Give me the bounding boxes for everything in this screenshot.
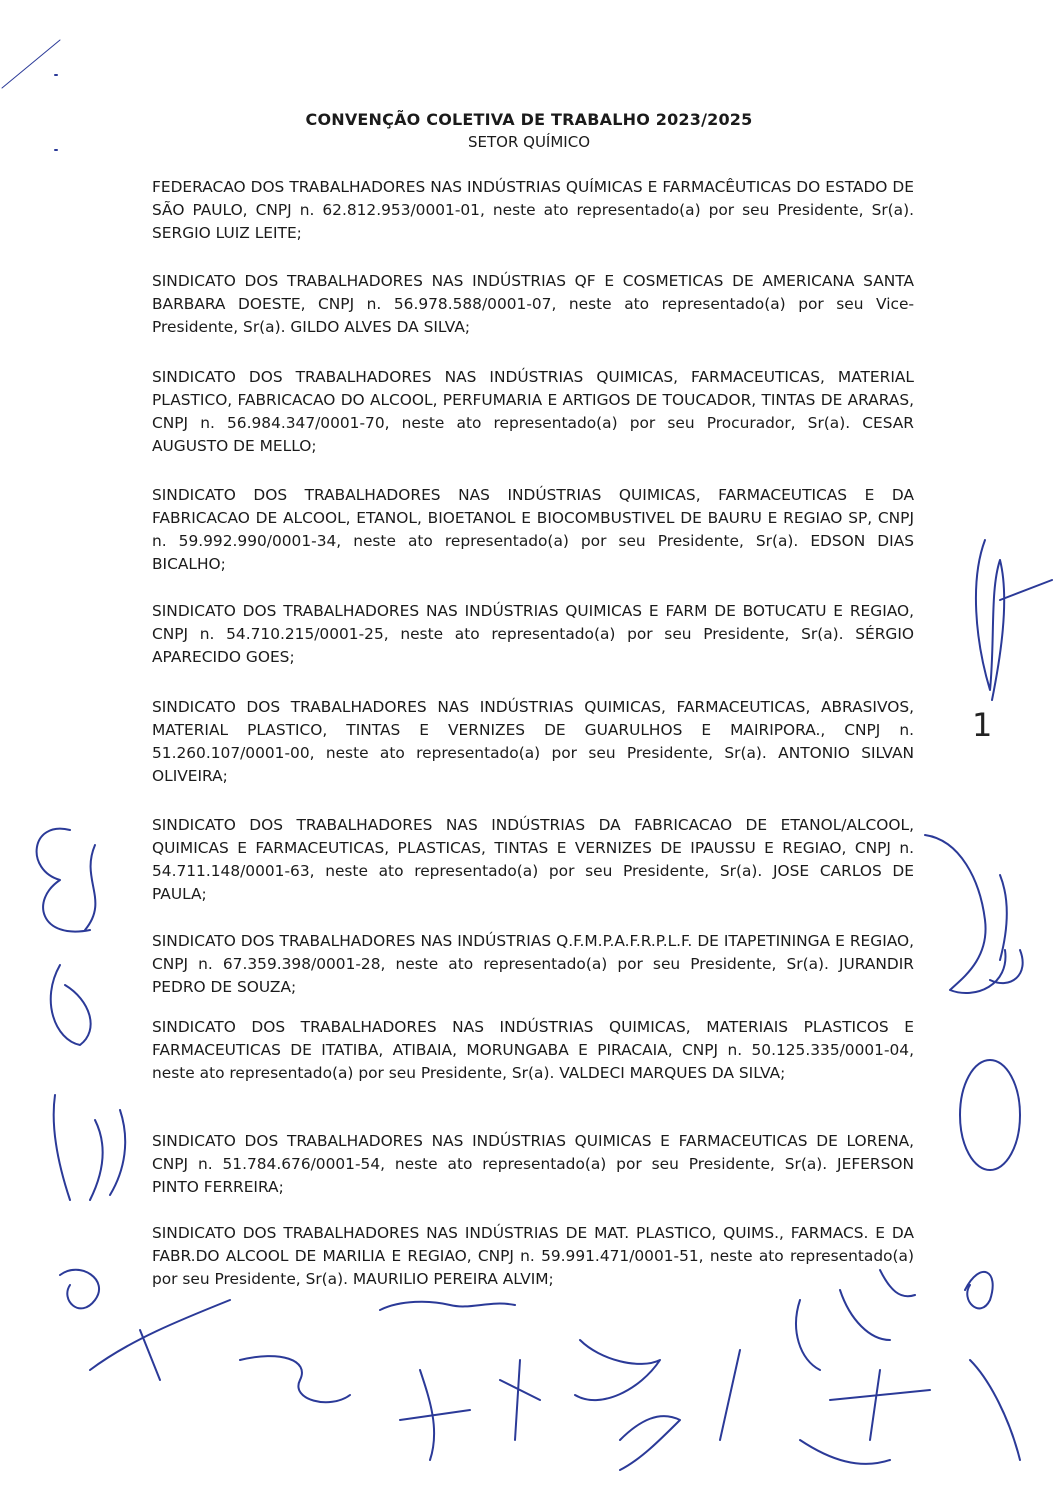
signature-bottom-11-icon bbox=[800, 1440, 890, 1464]
signature-right-5-icon bbox=[965, 1272, 993, 1309]
signature-bottom-12-icon bbox=[970, 1360, 1020, 1460]
signature-right-4-icon bbox=[960, 1060, 1020, 1170]
party-paragraph-2: SINDICATO DOS TRABALHADORES NAS INDÚSTRIAS QF E COSMETICAS DE AMERICANA SANTA BARBARA DOESTE, CNPJ n. 56.978.588/0001-07, neste ato representado(a) por seu Vice-Presidente, Sr(a). GILDO ALVES DA SILVA; bbox=[152, 272, 914, 336]
signature-right-1-icon bbox=[976, 540, 1052, 700]
signature-bottom-2-icon bbox=[380, 1302, 515, 1310]
document-subtitle: SETOR QUÍMICO bbox=[467, 133, 590, 151]
signature-bottom-5-icon bbox=[500, 1360, 540, 1440]
party-paragraph-10: SINDICATO DOS TRABALHADORES NAS INDÚSTRIAS QUIMICAS E FARMACEUTICAS DE LORENA, CNPJ n. 51.784.676/0001-54, neste ato representado(a) por seu Presidente, Sr(a). JEFERSON PINTO FERREIRA; bbox=[152, 1132, 914, 1196]
signature-left-3-icon bbox=[54, 1095, 126, 1200]
signature-right-3-icon bbox=[990, 875, 1023, 983]
party-paragraph-5: SINDICATO DOS TRABALHADORES NAS INDÚSTRIAS QUIMICAS E FARM DE BOTUCATU E REGIAO, CNPJ n. 54.710.215/0001-25, neste ato representado(a) por seu Presidente, Sr(a). SÉRGIO APARECIDO GOES; bbox=[152, 602, 914, 666]
signature-left-1-icon bbox=[37, 829, 96, 932]
signature-bottom-7-icon bbox=[620, 1416, 680, 1470]
page-number: 1 bbox=[972, 706, 993, 744]
signature-bottom-8-icon bbox=[720, 1350, 740, 1440]
party-paragraph-8: SINDICATO DOS TRABALHADORES NAS INDÚSTRIAS Q.F.M.P.A.F.R.P.L.F. DE ITAPETININGA E REGIAO, CNPJ n. 67.359.398/0001-28, neste ato representado(a) por seu Presidente, Sr(a). JURANDIR PEDRO DE SOUZA; bbox=[152, 932, 914, 996]
signature-bottom-3-icon bbox=[240, 1356, 350, 1402]
signature-bottom-1-icon bbox=[90, 1300, 230, 1380]
party-paragraph-7: SINDICATO DOS TRABALHADORES NAS INDÚSTRIAS DA FABRICACAO DE ETANOL/ALCOOL, QUIMICAS E FARMACEUTICAS, PLASTICAS, TINTAS E VERNIZES DE IPAUSSU E REGIAO, CNPJ n. 54.711.148/0001-63, neste ato representado(a) por seu Presidente, Sr(a). JOSE CARLOS DE PAULA; bbox=[152, 816, 914, 903]
signature-left-2-icon bbox=[51, 965, 91, 1045]
party-paragraph-4: SINDICATO DOS TRABALHADORES NAS INDÚSTRIAS QUIMICAS, FARMACEUTICAS E DA FABRICACAO DE ALCOOL, ETANOL, BIOETANOL E BIOCOMBUSTIVEL DE BAURU E REGIAO SP, CNPJ n. 59.992.990/0001-34, neste ato representado(a) por seu Presidente, Sr(a). EDSON DIAS BICALHO; bbox=[152, 486, 914, 573]
signature-bottom-4-icon bbox=[400, 1370, 470, 1460]
document-title: CONVENÇÃO COLETIVA DE TRABALHO 2023/2025 bbox=[305, 110, 753, 129]
signature-bottom-6-icon bbox=[575, 1340, 660, 1400]
party-paragraph-1: FEDERACAO DOS TRABALHADORES NAS INDÚSTRIAS QUÍMICAS E FARMACÊUTICAS DO ESTADO DE SÃO PAULO, CNPJ n. 62.812.953/0001-01, neste ato representado(a) por seu Presidente, Sr(a). SERGIO LUIZ LEITE; bbox=[152, 178, 914, 242]
party-paragraph-11: SINDICATO DOS TRABALHADORES NAS INDÚSTRIAS DE MAT. PLASTICO, QUIMS., FARMACS. E DA FABR.DO ALCOOL DE MARILIA E REGIAO, CNPJ n. 59.991.471/0001-51, neste ato representado(a) por seu Presidente, Sr(a). MAURILIO PEREIRA ALVIM; bbox=[152, 1224, 914, 1288]
party-paragraph-9: SINDICATO DOS TRABALHADORES NAS INDÚSTRIAS QUIMICAS, MATERIAIS PLASTICOS E FARMACEUTICAS DE ITATIBA, ATIBAIA, MORUNGABA E PIRACAIA, CNPJ n. 50.125.335/0001-04, neste ato representado(a) por seu Presidente, Sr(a). VALDECI MARQUES DA SILVA; bbox=[152, 1018, 914, 1082]
scan-mark-icon bbox=[2, 40, 60, 88]
signature-right-2-icon bbox=[925, 835, 1005, 993]
party-paragraph-6: SINDICATO DOS TRABALHADORES NAS INDÚSTRIAS QUIMICAS, FARMACEUTICAS, ABRASIVOS, MATERIAL PLASTICO, TINTAS E VERNIZES DE GUARULHOS E MAIRIPORA., CNPJ n. 51.260.107/0001-00, neste ato representado(a) por seu Presidente, Sr(a). ANTONIO SILVAN OLIVEIRA; bbox=[152, 698, 914, 785]
signature-left-4-icon bbox=[60, 1270, 99, 1309]
party-paragraph-3: SINDICATO DOS TRABALHADORES NAS INDÚSTRIAS QUIMICAS, FARMACEUTICAS, MATERIAL PLASTICO, FABRICACAO DO ALCOOL, PERFUMARIA E ARTIGOS DE TOUCADOR, TINTAS DE ARARAS, CNPJ n. 56.984.347/0001-70, neste ato representado(a) por seu Procurador, Sr(a). CESAR AUGUSTO DE MELLO; bbox=[152, 368, 914, 455]
signature-bottom-9-icon bbox=[796, 1290, 890, 1370]
signature-bottom-10-icon bbox=[830, 1370, 930, 1440]
